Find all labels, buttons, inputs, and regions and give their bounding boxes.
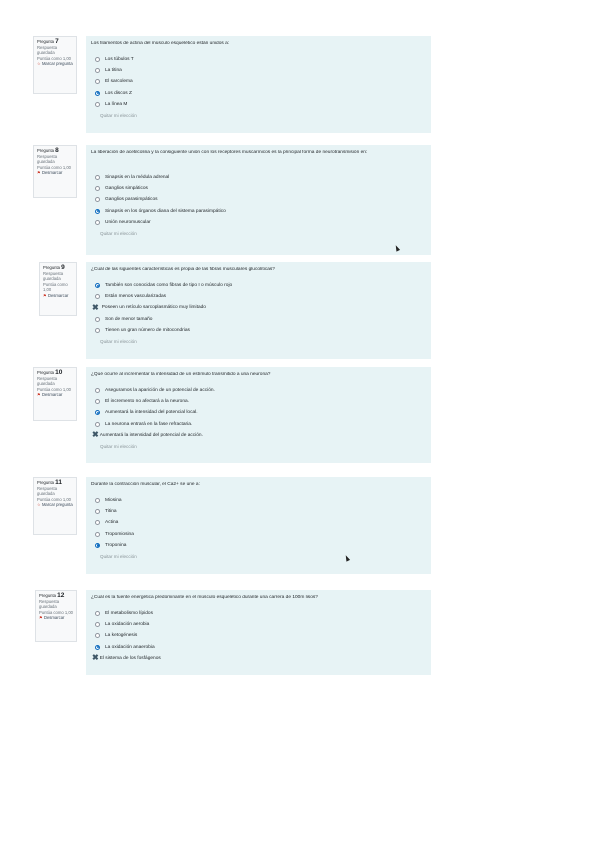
answer-option[interactable]: ✖ Poseen un retículo sarcoplasmático muy limitado [92,302,206,312]
radio-button[interactable] [95,498,100,503]
question-score: Puntúa como 1,00 [37,55,71,61]
question-number: Pregunta 11 [37,479,63,486]
radio-button[interactable] [95,399,100,404]
radio-button[interactable] [95,532,100,537]
flag-question-link[interactable]: ☆ Marcar pregunta [37,502,73,508]
question-score: Puntúa como 1,00 [39,609,73,615]
question-status: Respuesta guardada [43,270,64,282]
radio-button-selected[interactable] [95,543,100,548]
answer-option[interactable]: Son de menor tamaño [91,314,426,325]
radio-button[interactable] [95,509,100,514]
question-content [86,36,431,133]
clear-choice-link[interactable]: Quitar mi elección [100,553,137,559]
question-status: Respuesta guardada [37,153,58,165]
question-score: Puntúa como 1,00 [37,164,71,170]
radio-button[interactable] [95,175,100,180]
answer-option[interactable]: Ganglios simpáticos [91,183,426,194]
answer-option[interactable]: La titina [91,65,426,76]
question-content [86,262,431,359]
question-text: ¿Qué ocurre al incrementar la intensidad de un estímulo transmitido a una neurona? [91,372,271,377]
radio-button[interactable] [95,422,100,427]
answer-option[interactable]: Los túbulos T [91,54,426,65]
answer-option[interactable]: Unión neuromuscular [91,217,426,228]
question-content [86,367,431,463]
question-content [86,590,431,675]
answer-option[interactable]: Miosina [91,495,426,506]
question-content [86,145,431,255]
unflag-question-link[interactable]: ⚑ Desmarcar [37,392,63,398]
radio-button-selected[interactable] [95,410,100,415]
unflag-question-link[interactable]: ⚑ Desmarcar [39,615,65,621]
question-score: Puntúa como 1,00 [43,281,68,293]
cross-mark-icon: ✖ [92,430,99,440]
clear-choice-link[interactable]: Quitar mi elección [100,230,137,236]
question-info [35,590,77,642]
question-info [33,477,77,535]
radio-button[interactable] [95,388,100,393]
flag-icon: ⚑ [43,292,47,298]
question-score: Puntúa como 1,00 [37,386,71,392]
answer-option[interactable]: Sinapsis en la médula adrenal [91,172,426,183]
question-status: Respuesta guardada [37,485,58,497]
answer-option[interactable]: ✖ Aumentará la intensidad del potencial de acción. [92,430,203,440]
cross-mark-icon: ✖ [92,302,99,312]
answer-option[interactable]: El sarcolema [91,76,426,87]
radio-button[interactable] [95,57,100,62]
question-status: Respuesta guardada [37,375,58,387]
answer-option[interactable]: Troponina [91,540,426,551]
question-content [86,477,431,574]
answer-option[interactable]: Titina [91,506,426,517]
question-info [33,367,77,421]
question-status: Respuesta guardada [39,598,60,610]
flag-question-link[interactable]: ☆ Marcar pregunta [37,61,73,67]
answer-option[interactable]: Los discos Z [91,88,426,99]
radio-button[interactable] [95,68,100,73]
answer-option[interactable]: La neurona entrará en la fase refractaria. [91,419,426,430]
radio-button-selected[interactable] [95,645,100,650]
radio-button[interactable] [95,622,100,627]
radio-button[interactable] [95,328,100,333]
question-number: Pregunta 8 [37,147,59,154]
flag-icon: ☆ [37,502,41,508]
radio-button[interactable] [95,79,100,84]
answer-option[interactable]: Ganglios parasimpáticos [91,194,426,205]
answer-option[interactable]: Aumentará la intensidad del potencial local. [91,407,426,418]
clear-choice-link[interactable]: Quitar mi elección [100,443,137,449]
question-text: La liberación de acetilcolina y la consiguiente unión con los receptores muscarínicos es la principal forma de neurotransmisión en: [91,150,368,155]
radio-button-selected[interactable] [95,209,100,214]
flag-icon: ⚑ [37,392,41,398]
radio-button[interactable] [95,197,100,202]
question-status: Respuesta guardada [37,44,58,56]
answer-option[interactable]: ✖ El sistema de los fosfágenos [92,653,161,663]
radio-button[interactable] [95,520,100,525]
unflag-question-link[interactable]: ⚑ Desmarcar [37,170,63,176]
answer-option[interactable]: También son conocidas como fibras de tipo I o músculo rojo [91,280,426,291]
question-number: Pregunta 9 [43,264,65,271]
answer-option[interactable]: Actina [91,517,426,528]
answer-option[interactable]: La ketogénesis [91,630,426,641]
radio-button[interactable] [95,294,100,299]
answer-option[interactable]: Aseguramos la aparición de un potencial de acción. [91,385,426,396]
answer-option[interactable]: La oxidación aerobia [91,619,426,630]
question-text: Durante la contracción muscular, el Ca2+ se une a: [91,482,200,487]
question-info [39,262,77,316]
unflag-question-link[interactable]: ⚑ Desmarcar [43,292,69,298]
answer-option[interactable]: Sinapsis en los órganos diana del sistema parasimpático [91,206,426,217]
answer-option[interactable]: El incremento no afectará a la neurona. [91,396,426,407]
cross-mark-icon: ✖ [92,653,99,663]
answer-option[interactable]: La oxidación anaerobia [91,642,426,653]
question-number: Pregunta 7 [37,38,59,45]
clear-choice-link[interactable]: Quitar mi elección [100,112,137,118]
radio-button[interactable] [95,186,100,191]
flag-icon: ☆ [37,61,41,67]
flag-icon: ⚑ [39,615,43,621]
question-number: Pregunta 10 [37,369,63,376]
question-info [33,145,77,198]
radio-button[interactable] [95,611,100,616]
radio-button[interactable] [95,317,100,322]
question-number: Pregunta 12 [39,592,65,599]
question-score: Puntúa como 1,00 [37,496,71,502]
radio-button-selected[interactable] [95,91,100,96]
radio-button[interactable] [95,220,100,225]
clear-choice-link[interactable]: Quitar mi elección [100,338,137,344]
question-text: Los filamentos de actina del músculo esquelético están unidos a: [91,41,230,46]
question-info [33,36,77,94]
answer-option[interactable]: El metabolismo lípidos [91,608,426,619]
answer-option[interactable]: Tropomiosina [91,529,426,540]
answer-option[interactable]: Están menos vascularizadas [91,291,426,302]
answer-option[interactable]: La línea M [91,99,426,110]
radio-button[interactable] [95,633,100,638]
question-text: ¿Cuál de las siguientes características es propia de las fibras musculares glucolíticas? [91,267,275,272]
radio-button[interactable] [95,102,100,107]
flag-icon: ⚑ [37,170,41,176]
answer-option[interactable]: Tienen un gran número de mitocondrias [91,325,426,336]
question-text: ¿Cuál es la fuente energética predominante en el músculo esquelético durante una carrera de 100m lisos? [91,595,318,600]
radio-button-selected[interactable] [95,283,100,288]
